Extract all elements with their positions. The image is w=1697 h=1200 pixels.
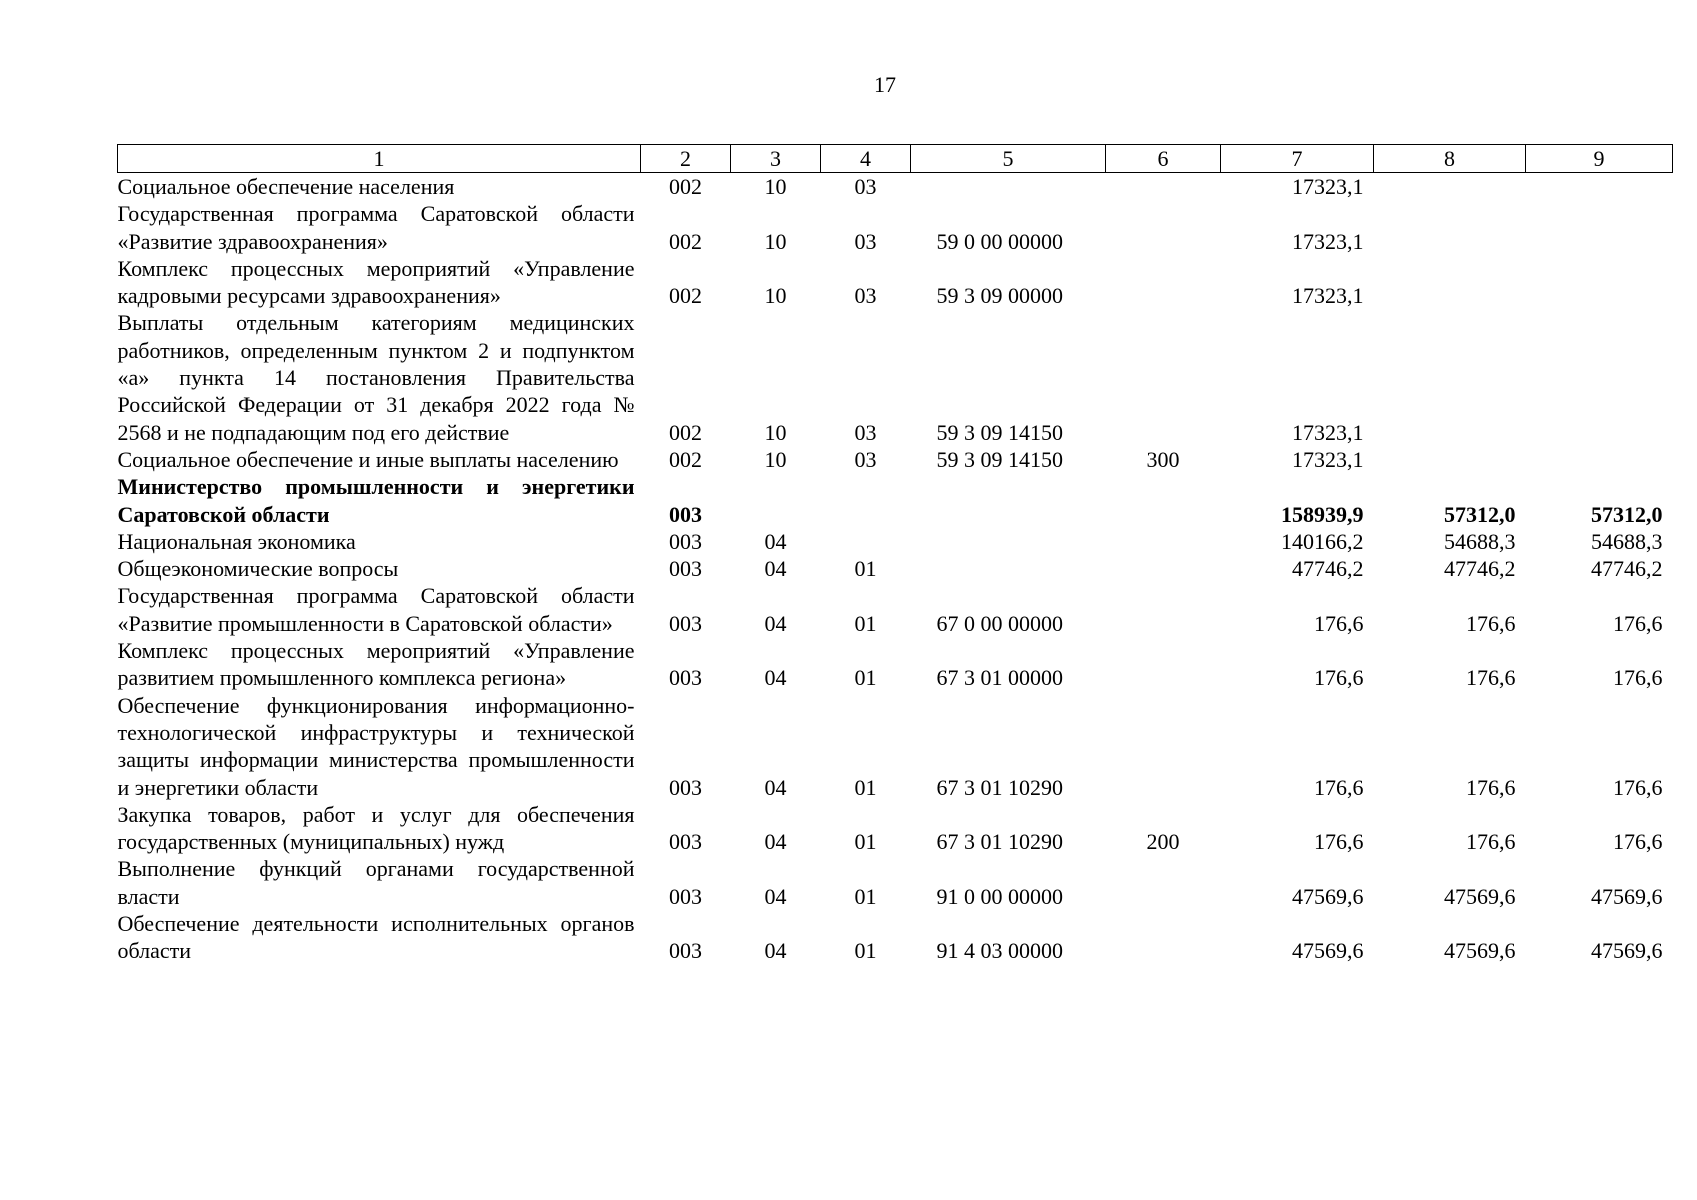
subsection-code: 01 (854, 665, 877, 691)
sum-2026: 176,6 (1613, 829, 1663, 855)
section-code: 04 (764, 938, 787, 964)
admin-code: 002 (669, 174, 702, 199)
table-row (118, 173, 1673, 201)
admin-code: 003 (669, 938, 702, 964)
row-name: Государственная программа Саратовской области «Развитие здравоохранения» (117, 201, 635, 254)
target-article: 91 4 03 00000 (936, 938, 1063, 964)
expense-type (1106, 309, 1221, 445)
expense-type (1106, 173, 1221, 201)
page-number: 17 (874, 72, 896, 97)
target-article (911, 528, 1106, 555)
expense-type (1106, 555, 1221, 582)
subsection-code: 01 (854, 883, 877, 909)
sum-2024: 17323,1 (1292, 446, 1364, 472)
section-code: 10 (764, 228, 787, 254)
row-name: Выполнение функций органами государственной власти (117, 856, 635, 909)
section-code: 10 (764, 174, 787, 199)
header-row (118, 145, 1673, 173)
row-name: Общеэкономические вопросы (117, 556, 399, 582)
row-name: Государственная программа Саратовской области «Развитие промышленности в Саратовской области» (117, 583, 635, 636)
sum-2024: 176,6 (1314, 829, 1364, 855)
sum-2025: 47569,6 (1444, 938, 1516, 964)
target-article (911, 555, 1106, 582)
subsection-code: 03 (854, 419, 877, 445)
section-code: 10 (764, 283, 787, 309)
sum-2026 (1526, 309, 1673, 445)
table-header (118, 145, 1673, 173)
sum-2025 (1374, 309, 1526, 445)
section-code: 04 (764, 528, 787, 554)
sum-2026 (1526, 255, 1673, 310)
sum-2024: 176,6 (1314, 610, 1364, 636)
sum-2026: 57312,0 (1591, 501, 1663, 527)
column-header: 6 (1106, 145, 1221, 173)
expense-type: 200 (1146, 829, 1180, 855)
sum-2026: 176,6 (1613, 774, 1663, 800)
target-article (911, 473, 1106, 528)
sum-2024: 17323,1 (1292, 283, 1364, 309)
admin-code: 003 (669, 556, 702, 582)
expense-type (1106, 200, 1221, 255)
expense-type (1106, 637, 1221, 692)
table-row (118, 637, 1673, 692)
sum-2024: 47569,6 (1292, 883, 1364, 909)
budget-table (117, 144, 1673, 965)
row-name: Министерство промышленности и энергетики Саратовской области (117, 474, 635, 527)
sum-2025: 176,6 (1466, 665, 1516, 691)
row-name: Обеспечение функционирования информационно-технологической инфраструктуры и технической защиты информации министерства промышленности и энергетики области (117, 692, 635, 800)
sum-2026: 176,6 (1613, 665, 1663, 691)
expense-type (1106, 692, 1221, 801)
expense-type (1106, 255, 1221, 310)
column-header: 2 (641, 145, 731, 173)
sum-2025 (1374, 255, 1526, 310)
subsection-code (821, 528, 911, 555)
target-article (911, 173, 1106, 201)
table-row (118, 255, 1673, 310)
target-article: 91 0 00 00000 (936, 883, 1063, 909)
table-row (118, 309, 1673, 445)
table-row (118, 582, 1673, 637)
section-code: 04 (764, 829, 787, 855)
row-name: Социальное обеспечение населения (117, 174, 455, 199)
sum-2025: 176,6 (1466, 829, 1516, 855)
row-name: Комплекс процессных мероприятий «Управление развитием промышленного комплекса региона» (117, 638, 635, 691)
subsection-code: 03 (854, 228, 877, 254)
subsection-code: 01 (854, 938, 877, 964)
table-row (118, 910, 1673, 965)
section-code: 10 (764, 446, 787, 472)
sum-2024: 17323,1 (1292, 419, 1364, 445)
sum-2024: 47746,2 (1292, 556, 1364, 582)
sum-2026: 176,6 (1613, 610, 1663, 636)
expense-type (1106, 528, 1221, 555)
section-code: 04 (764, 883, 787, 909)
admin-code: 003 (669, 883, 702, 909)
sum-2025: 176,6 (1466, 610, 1516, 636)
sum-2026 (1526, 173, 1673, 201)
table-row (118, 555, 1673, 582)
sum-2025: 176,6 (1466, 774, 1516, 800)
sum-2024: 176,6 (1314, 774, 1364, 800)
table-row (118, 692, 1673, 801)
sum-2024: 176,6 (1314, 665, 1364, 691)
column-header: 4 (821, 145, 911, 173)
column-header: 8 (1374, 145, 1526, 173)
subsection-code: 01 (854, 774, 877, 800)
admin-code: 003 (669, 665, 702, 691)
target-article: 67 3 01 10290 (936, 829, 1063, 855)
admin-code: 003 (669, 528, 702, 554)
sum-2025: 54688,3 (1444, 528, 1516, 554)
section-code: 04 (764, 556, 787, 582)
row-name: Закупка товаров, работ и услуг для обеспечения государственных (муниципальных) нужд (117, 801, 635, 855)
sum-2026: 54688,3 (1591, 528, 1663, 554)
section-code (731, 473, 821, 528)
column-header: 9 (1526, 145, 1673, 173)
admin-code: 003 (669, 610, 702, 636)
row-name: Обеспечение деятельности исполнительных органов области (117, 911, 635, 964)
column-header: 3 (731, 145, 821, 173)
target-article: 67 0 00 00000 (936, 610, 1063, 636)
table-body (118, 173, 1673, 965)
target-article: 67 3 01 10290 (936, 774, 1063, 800)
section-code: 04 (764, 774, 787, 800)
row-name: Национальная экономика (117, 528, 356, 554)
subsection-code: 03 (854, 446, 877, 472)
target-article: 59 3 09 14150 (936, 419, 1063, 445)
row-name: Социальное обеспечение и иные выплаты населению (117, 446, 619, 472)
sum-2025: 47746,2 (1444, 556, 1516, 582)
expense-type (1106, 910, 1221, 965)
sum-2024: 140166,2 (1281, 528, 1364, 554)
column-header: 7 (1221, 145, 1374, 173)
subsection-code: 01 (854, 556, 877, 582)
sum-2025: 47569,6 (1444, 883, 1516, 909)
row-name: Выплаты отдельным категориям медицинских работников, определенным пунктом 2 и подпунктом «а» пункта 14 постановления Правительства Российской Федерации от 31 декабря 2022 года № 2568 и не подпадающим под его действие (117, 310, 635, 445)
expense-type (1106, 855, 1221, 910)
sum-2025: 57312,0 (1444, 501, 1516, 527)
admin-code: 003 (669, 501, 702, 527)
section-code: 04 (764, 610, 787, 636)
target-article: 67 3 01 00000 (936, 665, 1063, 691)
subsection-code: 01 (854, 829, 877, 855)
target-article: 59 0 00 00000 (936, 228, 1063, 254)
section-code: 04 (764, 665, 787, 691)
admin-code: 002 (669, 228, 702, 254)
sum-2024: 47569,6 (1292, 938, 1364, 964)
expense-type: 300 (1146, 446, 1180, 472)
table-row (118, 473, 1673, 528)
target-article: 59 3 09 14150 (936, 446, 1063, 472)
admin-code: 002 (669, 419, 702, 445)
sum-2026: 47569,6 (1591, 938, 1663, 964)
subsection-code: 03 (854, 283, 877, 309)
sum-2026: 47569,6 (1591, 883, 1663, 909)
table-row (118, 200, 1673, 255)
subsection-code: 03 (854, 174, 877, 199)
admin-code: 003 (669, 774, 702, 800)
row-name: Комплекс процессных мероприятий «Управление кадровыми ресурсами здравоохранения» (117, 255, 635, 309)
expense-type (1106, 473, 1221, 528)
admin-code: 002 (669, 283, 702, 309)
column-header: 1 (118, 145, 641, 173)
sum-2025 (1374, 446, 1526, 473)
sum-2024: 17323,1 (1292, 174, 1364, 199)
admin-code: 003 (669, 829, 702, 855)
table-row (118, 801, 1673, 856)
table-row (118, 528, 1673, 555)
column-header: 5 (911, 145, 1106, 173)
sum-2026 (1526, 446, 1673, 473)
subsection-code (821, 473, 911, 528)
sum-2024: 158939,9 (1281, 501, 1364, 527)
sum-2025 (1374, 173, 1526, 201)
expense-type (1106, 582, 1221, 637)
section-code: 10 (764, 419, 787, 445)
table-row (118, 855, 1673, 910)
sum-2026: 47746,2 (1591, 556, 1663, 582)
sum-2024: 17323,1 (1292, 228, 1364, 254)
sum-2025 (1374, 200, 1526, 255)
table-row (118, 446, 1673, 473)
subsection-code: 01 (854, 610, 877, 636)
admin-code: 002 (669, 446, 702, 472)
sum-2026 (1526, 200, 1673, 255)
target-article: 59 3 09 00000 (936, 283, 1063, 309)
